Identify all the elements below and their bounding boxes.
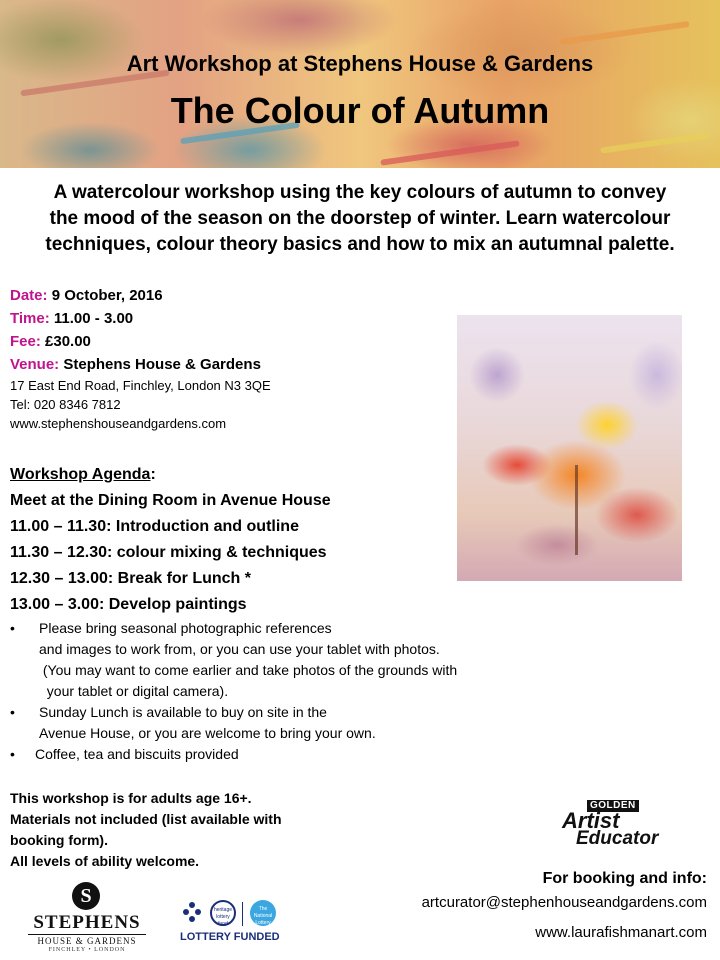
time-row <box>10 307 430 330</box>
venue-website: www.stephenshouseandgardens.com <box>10 416 227 431</box>
time-label: Time: <box>10 310 50 327</box>
venue-address: 17 East End Road, Finchley, London N3 3QE <box>10 378 271 393</box>
heritage-lottery-fund-icon: heritage lottery fund <box>210 900 236 926</box>
intro-line: A watercolour workshop using the key colours of autumn to convey <box>53 182 667 203</box>
golden-artist-educator-logo <box>560 800 700 852</box>
stephens-emblem-icon: S <box>72 882 100 910</box>
intro-line: techniques, colour theory basics and how to mix an autumnal palette. <box>45 234 675 255</box>
agenda-heading-colon: : <box>150 466 156 483</box>
fee-row <box>10 330 430 353</box>
stephens-logo-location: FINCHLEY • LONDON <box>48 947 126 953</box>
note-line: All levels of ability welcome. <box>10 853 200 869</box>
lottery-funded-label: LOTTERY FUNDED <box>180 931 280 943</box>
logo-divider <box>242 902 243 926</box>
agenda-item: 11.00 – 11.30: Introduction and outline <box>10 518 299 535</box>
booking-email-link[interactable]: artcurator@stephenhouseandgardens.com <box>421 894 707 911</box>
header-banner <box>0 0 720 168</box>
fee-value: £30.00 <box>45 333 91 350</box>
agenda-item: 13.00 – 3.00: Develop paintings <box>10 596 247 613</box>
stephens-house-logo <box>28 880 146 956</box>
intro-paragraph <box>8 180 712 258</box>
bullet-line: Sunday Lunch is available to buy on site in the <box>39 704 327 720</box>
bullet-dot: • <box>10 620 15 636</box>
banner-brushstroke <box>600 132 710 153</box>
date-value: 9 October, 2016 <box>51 287 163 304</box>
bullet-line: your tablet or digital camera). <box>39 683 229 699</box>
agenda-item: Meet at the Dining Room in Avenue House <box>10 492 331 509</box>
golden-logo-middle: Artist <box>562 808 620 833</box>
bullet-line: Please bring seasonal photographic references <box>39 620 332 636</box>
stephens-logo-name: STEPHENS <box>33 912 141 933</box>
fee-label: Fee: <box>10 333 41 350</box>
banner-brushstroke <box>560 21 690 45</box>
venue-value: Stephens House & Gardens <box>63 356 261 373</box>
workshop-agenda <box>10 462 570 618</box>
page-title: The Colour of Autumn <box>170 90 550 131</box>
artist-website-link[interactable]: www.laurafishmanart.com <box>535 924 707 941</box>
stephens-logo-subtitle: HOUSE & GARDENS <box>28 934 146 946</box>
note-line: Materials not included (list available with <box>10 811 282 827</box>
bullet-item-lunch <box>10 702 610 744</box>
agenda-heading <box>10 462 570 488</box>
bullet-item-refreshments <box>10 744 610 765</box>
note-line: This workshop is for adults age 16+. <box>10 790 252 806</box>
bullet-line: (You may want to come earlier and take photos of the grounds with <box>39 662 458 678</box>
date-row <box>10 284 430 307</box>
venue-row <box>10 353 430 376</box>
lottery-funded-logo <box>180 898 292 948</box>
national-lottery-crossed-fingers-icon <box>183 902 201 924</box>
intro-line: the mood of the season on the doorstep of winter. Learn watercolour <box>49 208 671 229</box>
banner-brushstroke <box>380 140 519 165</box>
agenda-item: 12.30 – 13.00: Break for Lunch * <box>10 570 251 587</box>
note-line: booking form). <box>10 832 108 848</box>
date-label: Date: <box>10 287 48 304</box>
bullet-list <box>10 618 610 765</box>
agenda-item: 11.30 – 12.30: colour mixing & techniques <box>10 544 327 561</box>
workshop-subtitle: Art Workshop at Stephens House & Gardens <box>126 51 594 76</box>
bullet-line: Coffee, tea and biscuits provided <box>35 746 239 762</box>
golden-logo-bottom: Educator <box>576 828 659 849</box>
national-lottery-icon: The National Lottery <box>250 900 276 926</box>
bullet-line: and images to work from, or you can use your tablet with photos. <box>39 641 440 657</box>
venue-phone: Tel: 020 8346 7812 <box>10 397 121 412</box>
venue-label: Venue: <box>10 356 60 373</box>
bullet-dot: • <box>10 704 15 720</box>
bullet-line: Avenue House, or you are welcome to bring your own. <box>39 725 376 741</box>
booking-heading: For booking and info: <box>542 870 707 887</box>
bullet-item-photos <box>10 618 610 702</box>
event-details <box>10 284 430 433</box>
golden-logo-top: GOLDEN <box>587 800 639 812</box>
agenda-heading-text: Workshop Agenda <box>10 466 151 483</box>
time-value: 11.00 - 3.00 <box>53 310 134 327</box>
workshop-notes <box>10 788 370 872</box>
painting-tree-trunk <box>575 465 578 555</box>
bullet-dot: • <box>10 746 15 762</box>
